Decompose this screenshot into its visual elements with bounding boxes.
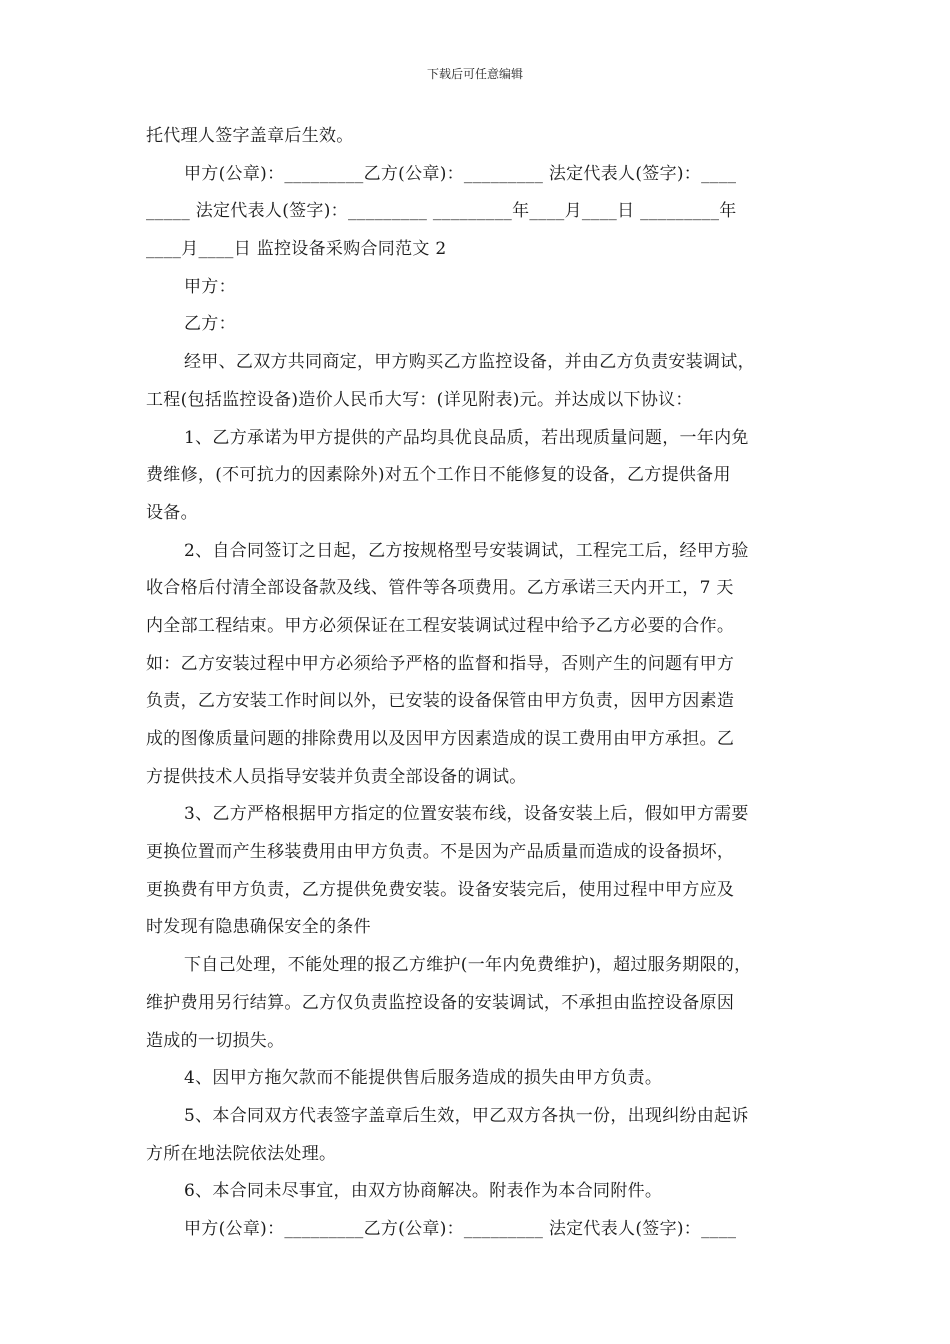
document-line: 乙方： [184,314,236,335]
document-line: 甲方(公章)：_________乙方(公章)：_________ 法定代表人(签字)：____ [184,1218,737,1239]
document-line: 工程(包括监控设备)造价人民币大写：(详见附表)元。并达成以下协议： [146,389,693,410]
document-line: 费维修，(不可抗力的因素除外)对五个工作日不能修复的设备，乙方提供备用 [146,465,731,486]
document-line: 方提供技术人员指导安装并负责全部设备的调试。 [146,766,527,787]
document-body [146,118,810,1249]
document-line: 5、本合同双方代表签字盖章后生效，甲乙双方各执一份，出现纠纷由起诉 [184,1105,749,1126]
document-line: 如：乙方安装过程中甲方必须给予严格的监督和指导，否则产生的问题有甲方 [146,653,735,674]
document-line: 设备。 [146,502,198,523]
document-line: 托代理人签字盖章后生效。 [146,126,354,146]
document-line: _____ 法定代表人(签字)：_________ _________年____月____日 _________年 [146,201,737,222]
document-line: 方所在地法院依法处理。 [146,1143,337,1164]
document-line: 维护费用另行结算。乙方仅负责监控设备的安装调试，不承担由监控设备原因 [146,992,735,1013]
document-line: 2、自合同签订之日起，乙方按规格型号安装调试，工程完工后，经甲方验 [184,540,749,561]
document-line: 经甲、乙双方共同商定，甲方购买乙方监控设备，并由乙方负责安装调试， [184,352,755,373]
document-line: 更换位置而产生移装费用由甲方负责。不是因为产品质量而造成的设备损坏， [146,842,735,863]
document-line: ____月____日 监控设备采购合同范文 2 [146,239,447,260]
document-line: 6、本合同未尽事宜，由双方协商解决。附表作为本合同附件。 [184,1181,663,1202]
document-line: 造成的一切损失。 [146,1030,285,1051]
document-line: 甲方(公章)：_________乙方(公章)：_________ 法定代表人(签字)：____ [184,163,737,184]
document-line: 4、因甲方拖欠款而不能提供售后服务造成的损失由甲方负责。 [184,1068,663,1089]
document-line: 时发现有隐患确保安全的条件 [146,917,371,938]
document-line: 下自己处理，不能处理的报乙方维护(一年内免费维护)，超过服务期限的， [184,955,752,976]
document-line: 内全部工程结束。甲方必须保证在工程安装调试过程中给予乙方必要的合作。 [146,615,735,636]
document-line: 成的图像质量问题的排除费用以及因甲方因素造成的误工费用由甲方承担。乙 [146,729,735,749]
document-line: 1、乙方承诺为甲方提供的产品均具优良品质，若出现质量问题，一年内免 [184,427,749,448]
document-line: 甲方： [184,276,236,297]
document-line: 收合格后付清全部设备款及线、管件等各项费用。乙方承诺三天内开工，7 天 [146,578,734,599]
document-line: 负责，乙方安装工作时间以外，已安装的设备保管由甲方负责，因甲方因素造 [146,691,735,712]
page-header: 下载后可任意编辑 [426,67,523,81]
document-line: 更换费有甲方负责，乙方提供免费安装。设备安装完后，使用过程中甲方应及 [146,879,735,900]
document-line: 3、乙方严格根据甲方指定的位置安装布线，设备安装上后，假如甲方需要 [184,804,749,825]
